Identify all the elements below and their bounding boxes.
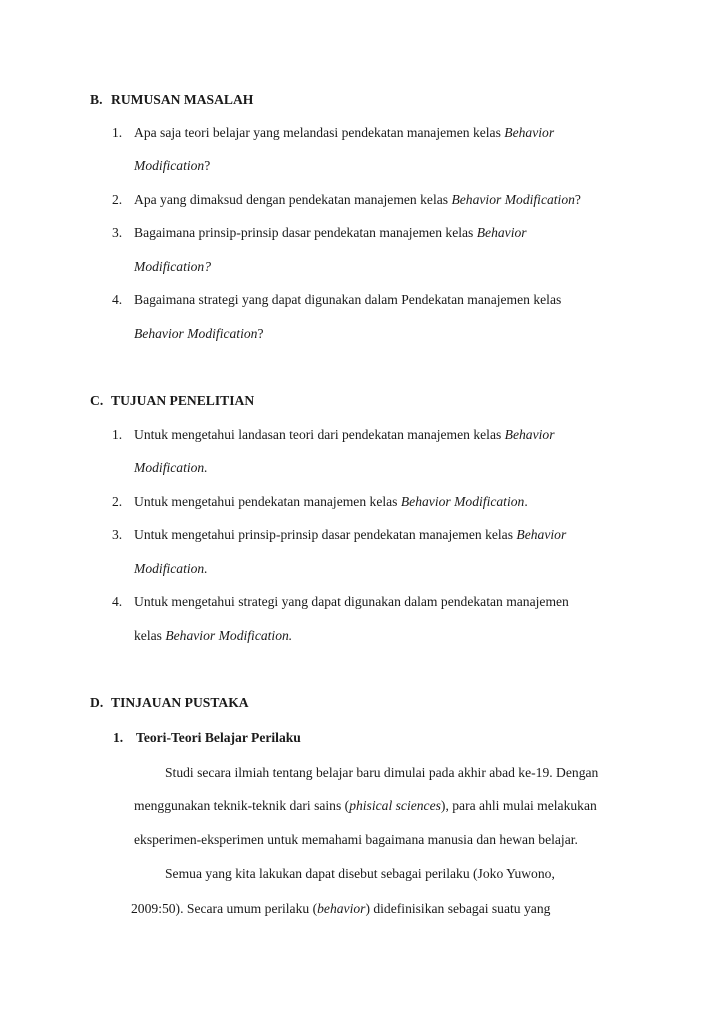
d-paragraph-1-line-1: Studi secara ilmiah tentang belajar baru dimulai pada akhir abad ke-19. Dengan bbox=[165, 765, 599, 780]
section-b-letter: B. bbox=[90, 92, 103, 107]
b-item-2-text: Apa yang dimaksud dengan pendekatan manajemen kelas bbox=[134, 192, 452, 207]
b-item-2-suffix: ? bbox=[574, 192, 581, 207]
c-item-4-italic: Behavior Modification. bbox=[165, 628, 293, 643]
b-item-3-italic-2: Modification? bbox=[134, 259, 212, 274]
d-p2-l2-italic: behavior bbox=[317, 901, 366, 916]
c-item-3-italic-2: Modification. bbox=[134, 561, 208, 576]
c-item-3-line-2 bbox=[134, 561, 208, 577]
d-paragraph-2-line-1: Semua yang kita lakukan dapat disebut sebagai perilaku (Joko Yuwono, bbox=[165, 866, 555, 881]
b-item-4-suffix: ? bbox=[257, 326, 264, 341]
c-item-2-italic: Behavior Modification bbox=[400, 494, 525, 509]
c-item-1-number: 1. bbox=[112, 427, 123, 442]
c-item-3-text: Untuk mengetahui prinsip-prinsip dasar pendekatan manajemen kelas bbox=[134, 527, 517, 542]
b-item-2-italic: Behavior Modification bbox=[451, 192, 575, 207]
b-item-1-line-1 bbox=[134, 125, 554, 141]
c-item-4-number: 4. bbox=[112, 594, 123, 609]
c-item-3-number: 3. bbox=[112, 527, 123, 542]
d-paragraph-1-line-2 bbox=[134, 798, 597, 814]
c-item-2-suffix: . bbox=[524, 494, 528, 509]
c-item-1-italic-2: Modification. bbox=[134, 460, 208, 475]
b-item-1-text: Apa saja teori belajar yang melandasi pendekatan manajemen kelas bbox=[134, 125, 505, 140]
c-item-1-line-1 bbox=[134, 427, 555, 443]
c-item-4-line-2 bbox=[134, 628, 292, 644]
c-item-3-italic: Behavior bbox=[516, 527, 567, 542]
b-item-3-text: Bagaimana prinsip-prinsip dasar pendekatan manajemen kelas bbox=[134, 225, 477, 240]
b-item-4-italic: Behavior Modification bbox=[134, 326, 258, 341]
d-subsection-number: 1. bbox=[113, 730, 124, 745]
b-item-2-number: 2. bbox=[112, 192, 123, 207]
section-c-heading bbox=[90, 393, 254, 409]
c-item-4-line-1 bbox=[134, 594, 569, 610]
c-item-2-line-1 bbox=[134, 494, 528, 510]
section-d-letter: D. bbox=[90, 695, 104, 710]
c-item-1-italic: Behavior bbox=[504, 427, 555, 442]
c-item-4-text-2: kelas bbox=[134, 628, 166, 643]
section-c-title: TUJUAN PENELITIAN bbox=[111, 393, 255, 408]
b-item-1-line-2 bbox=[134, 158, 210, 174]
b-item-4-number: 4. bbox=[112, 292, 123, 307]
section-d-title: TINJAUAN PUSTAKA bbox=[111, 695, 249, 710]
d-paragraph-2-line-2 bbox=[131, 901, 550, 917]
b-item-4-line-2 bbox=[134, 326, 264, 342]
b-item-2-line-1 bbox=[134, 192, 581, 208]
c-item-2-text: Untuk mengetahui pendekatan manajemen kelas bbox=[134, 494, 401, 509]
b-item-3-line-1 bbox=[134, 225, 527, 241]
section-d-heading bbox=[90, 695, 249, 711]
section-b-title: RUMUSAN MASALAH bbox=[111, 92, 254, 107]
b-item-3-number: 3. bbox=[112, 225, 123, 240]
b-item-3-line-2 bbox=[134, 259, 211, 275]
d-p2-l2-text-b: ) didefinisikan sebagai suatu yang bbox=[365, 901, 551, 916]
b-item-4-text: Bagaimana strategi yang dapat digunakan dalam Pendekatan manajemen kelas bbox=[134, 292, 562, 307]
c-item-4-text: Untuk mengetahui strategi yang dapat digunakan dalam pendekatan manajemen bbox=[134, 594, 569, 609]
b-item-1-suffix: ? bbox=[204, 158, 211, 173]
c-item-1-text: Untuk mengetahui landasan teori dari pendekatan manajemen kelas bbox=[134, 427, 505, 442]
b-item-3-italic: Behavior bbox=[476, 225, 527, 240]
d-subsection-title: Teori-Teori Belajar Perilaku bbox=[136, 730, 301, 745]
section-c-letter: C. bbox=[90, 393, 104, 408]
d-p1-l2-text-a: menggunakan teknik-teknik dari sains ( bbox=[134, 798, 350, 813]
d-p1-l2-italic: phisical sciences bbox=[349, 798, 441, 813]
c-item-3-line-1 bbox=[134, 527, 566, 543]
d-p2-l2-text-a: 2009:50). Secara umum perilaku ( bbox=[131, 901, 318, 916]
b-item-1-italic: Behavior bbox=[504, 125, 555, 140]
d-paragraph-1-line-3: eksperimen-eksperimen untuk memahami bagaimana manusia dan hewan belajar. bbox=[134, 832, 578, 847]
d-p1-l2-text-b: ), para ahli mulai melakukan bbox=[440, 798, 597, 813]
b-item-1-number: 1. bbox=[112, 125, 123, 140]
c-item-2-number: 2. bbox=[112, 494, 123, 509]
b-item-1-italic-2: Modification bbox=[134, 158, 205, 173]
section-b-heading bbox=[90, 92, 253, 108]
b-item-4-line-1 bbox=[134, 292, 561, 308]
c-item-1-line-2 bbox=[134, 460, 208, 476]
